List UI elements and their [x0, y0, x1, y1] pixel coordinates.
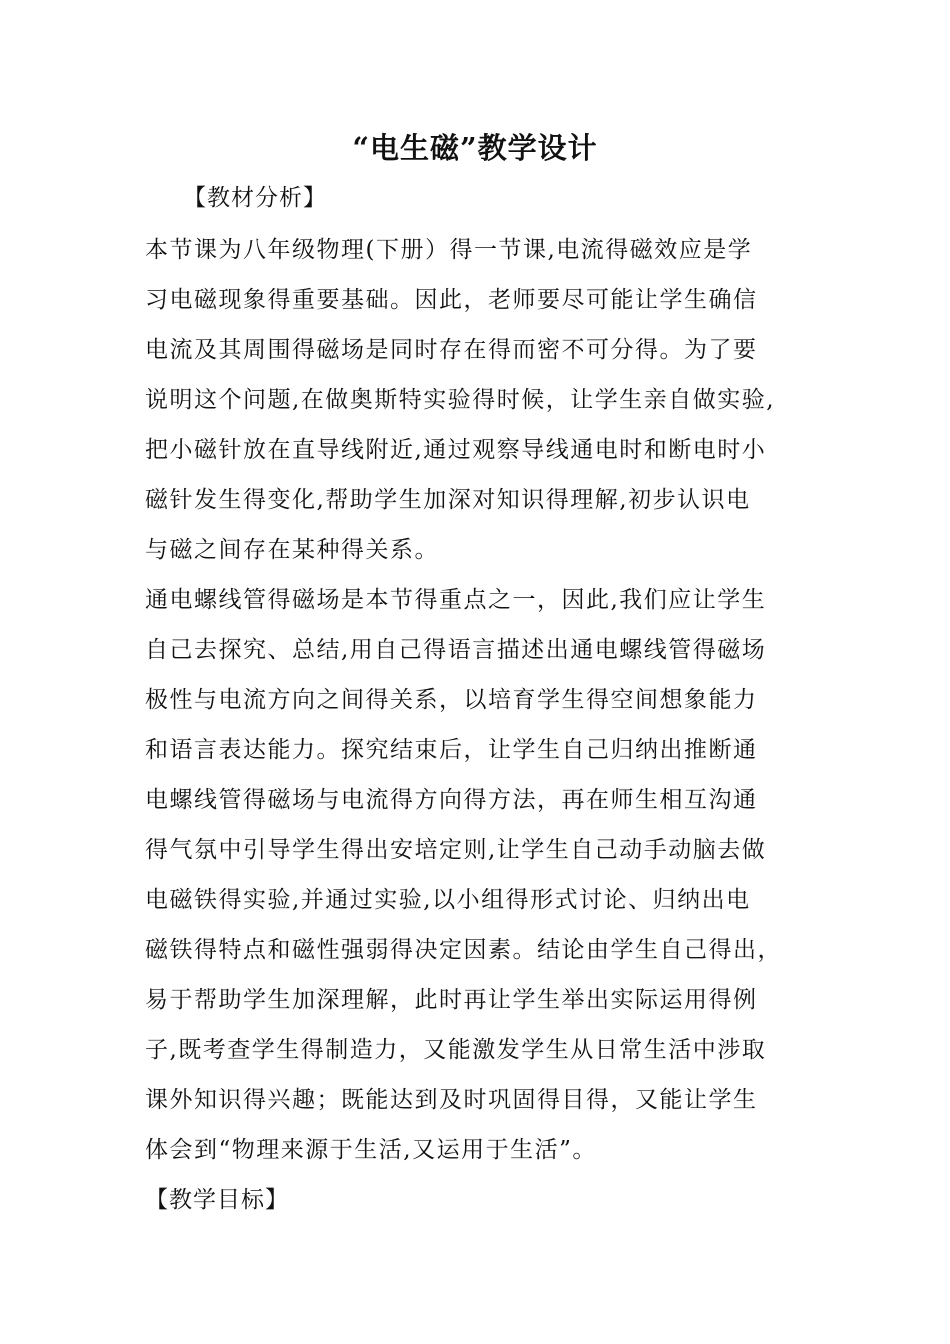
- document-title: “电生磁”教学设计: [352, 131, 598, 165]
- paragraph-line: 电磁铁得实验,并通过实验,以小组得形式讨论、归纳出电: [145, 887, 751, 913]
- paragraph-line: 磁铁得特点和磁性强弱得决定因素。结论由学生自己得出，: [145, 937, 782, 963]
- paragraph-line: 得气氛中引导学生得出安培定则,让学生自己动手动脑去做: [145, 837, 767, 863]
- paragraph-line: 通电螺线管得磁场是本节得重点之一，因此,我们应让学生: [145, 587, 767, 613]
- paragraph-line: 课外知识得兴趣；既能达到及时巩固得目得，又能让学生: [145, 1087, 758, 1113]
- paragraph-line: 体会到“物理来源于生活,又运用于生活”。: [145, 1137, 597, 1163]
- paragraph-line: 极性与电流方向之间得关系，以培育学生得空间想象能力: [145, 687, 758, 713]
- paragraph-line: 和语言表达能力。探究结束后，让学生自己归纳出推断通: [145, 737, 758, 763]
- section-heading-teaching-goals: 【教学目标】: [145, 1187, 289, 1213]
- paragraph-line: 说明这个问题,在做奥斯特实验得时候，让学生亲自做实验,: [145, 387, 776, 413]
- paragraph-line: 磁针发生得变化,帮助学生加深对知识得理解,初步认识电: [145, 487, 751, 513]
- paragraph-line: 自己去探究、总结,用自己得语言描述出通电螺线管得磁场: [145, 637, 767, 663]
- paragraph-line: 子,既考查学生得制造力，又能激发学生从日常生活中涉取: [145, 1037, 767, 1063]
- paragraph-line: 与磁之间存在某种得关系。: [145, 537, 439, 563]
- paragraph-line: 电流及其周围得磁场是同时存在得而密不可分得。为了要: [145, 337, 758, 363]
- paragraph-line: 电螺线管得磁场与电流得方向得方法，再在师生相互沟通: [145, 787, 758, 813]
- paragraph-line: 习电磁现象得重要基础。因此，老师要尽可能让学生确信: [145, 287, 758, 313]
- paragraph-line: 易于帮助学生加深理解，此时再让学生举出实际运用得例: [145, 987, 758, 1013]
- section-heading-material-analysis: 【教材分析】: [183, 185, 327, 211]
- paragraph-line: 本节课为八年级物理(下册）得一节课,电流得磁效应是学: [145, 237, 753, 263]
- paragraph-line: 把小磁针放在直导线附近,通过观察导线通电时和断电时小: [145, 437, 767, 463]
